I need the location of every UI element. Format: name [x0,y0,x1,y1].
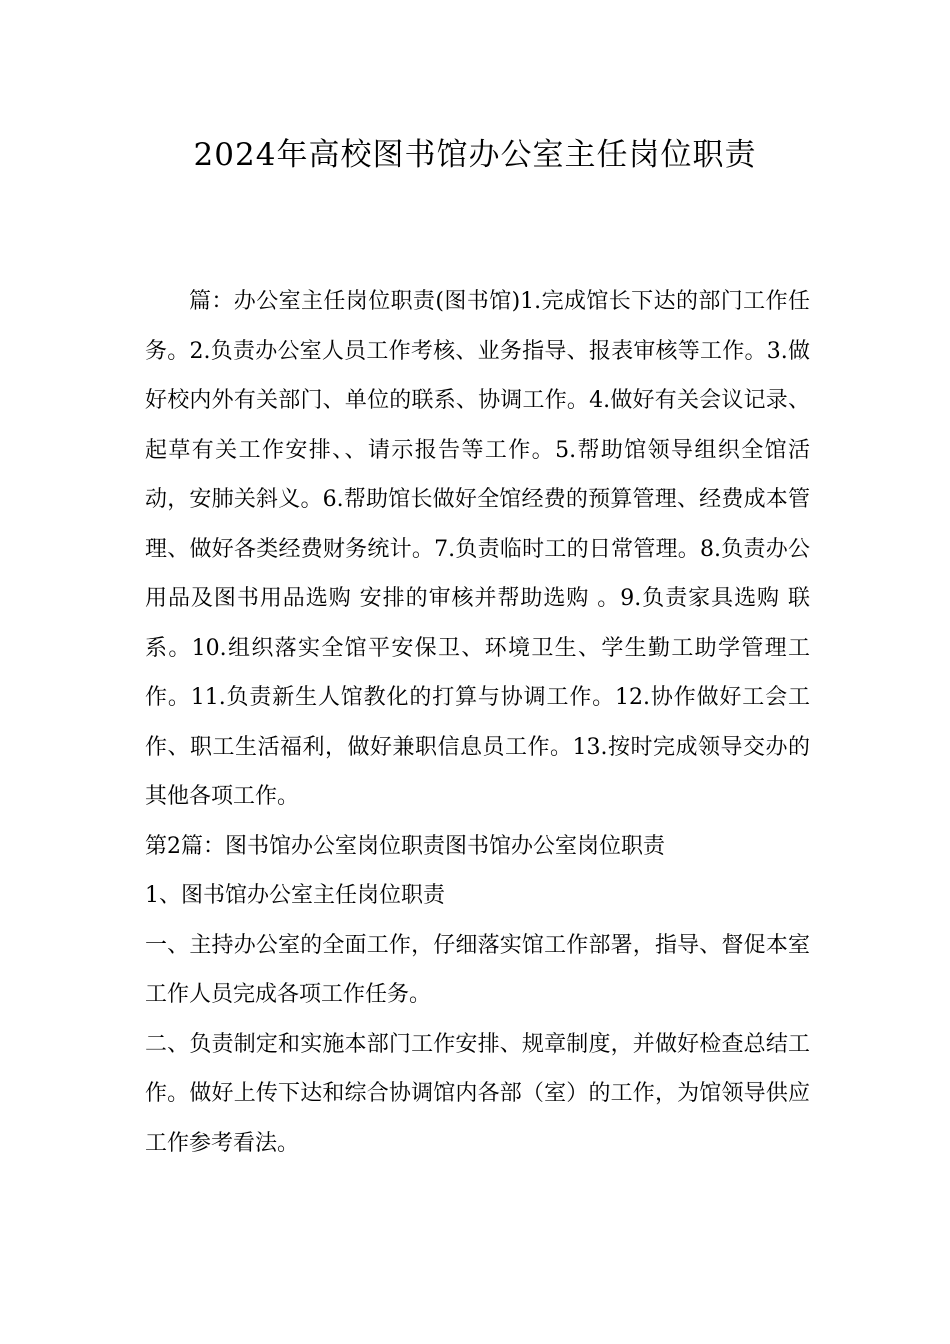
paragraph-section-heading: 第2篇：图书馆办公室岗位职责图书馆办公室岗位职责 [145,833,665,859]
document-title: 2024年高校图书馆办公室主任岗位职责 [193,137,757,173]
document-body [145,277,810,1168]
paragraph-item-two: 二、负责制定和实施本部门工作安排、规章制度，并做好检查总结工作。做好上传下达和综合协调馆内各部（室）的工作，为馆领导供应工作参考看法。 [145,1031,810,1156]
paragraph-duties-list: 篇：办公室主任岗位职责(图书馆)1.完成馆长下达的部门工作任务。2.负责办公室人员工作考核、业务指导、报表审核等工作。3.做好校内外有关部门、单位的联系、协调工作。4.做好有关会议记录、起草有关工作安排、、请示报告等工作。5.帮助馆领导组织全馆活动，安肺关斜义。6.帮助馆长做好全馆经费的预算管理、经费成本管理、做好各类经费财务统计。7.负责临时工的日常管理。8.负责办公用品及图书用品选购 安排的审核并帮助选购 。9.负责家具选购 联系。10.组织落实全馆平安保卫、环境卫生、学生勤工助学管理工作。11.负责新生人馆教化的打算与协调工作。12.协作做好工会工作、职工生活福利，做好兼职信息员工作。13.按时完成领导交办的其他各项工作。 [145,289,810,809]
paragraph-subheading: 1、图书馆办公室主任岗位职责 [145,883,445,908]
paragraph-item-one: 一、主持办公室的全面工作，仔细落实馆工作部署，指导、督促本室工作人员完成各项工作任务。 [145,932,810,1007]
